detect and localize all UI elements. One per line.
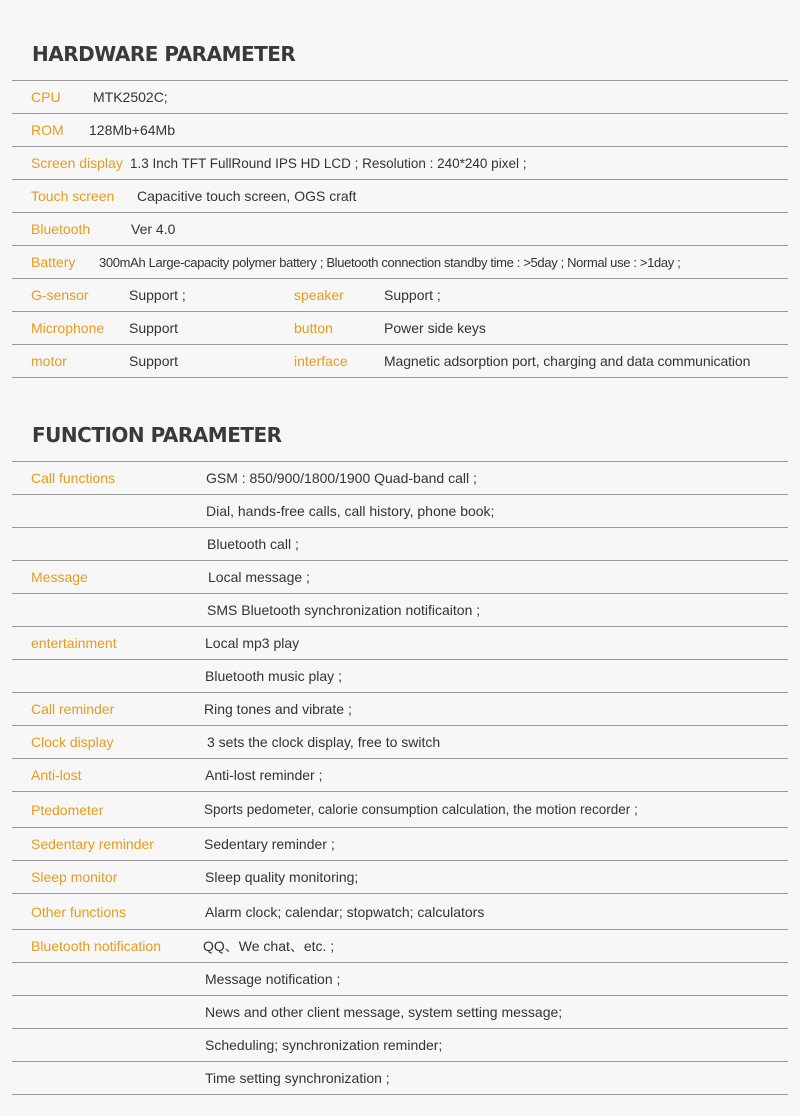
row-label: Screen display	[31, 155, 123, 171]
function-row	[12, 693, 788, 726]
hardware-row-cpu	[12, 80, 788, 114]
row-label: Sleep monitor	[31, 869, 118, 885]
row-label: Call reminder	[31, 701, 115, 717]
row-value-secondary: Support ;	[384, 287, 441, 303]
row-label: Call functions	[31, 470, 116, 486]
function-row	[12, 528, 788, 561]
row-label-secondary: speaker	[294, 287, 344, 303]
row-value-secondary: Power side keys	[384, 320, 486, 336]
hardware-title: HARDWARE PARAMETER	[32, 42, 296, 66]
row-value: Message notification ;	[205, 971, 341, 987]
row-label: Other functions	[31, 903, 126, 920]
row-value: Alarm clock; calendar; stopwatch; calculators	[205, 903, 485, 920]
hardware-row-touch-screen	[12, 180, 788, 213]
row-value: Ring tones and vibrate ;	[204, 701, 352, 717]
row-value: 300mAh Large-capacity polymer battery ; Bluetooth connection standby time : >5day ; Normal use : >1day ;	[99, 254, 681, 270]
row-label: Microphone	[31, 320, 105, 336]
row-label: CPU	[31, 89, 61, 105]
row-label: Ptedometer	[31, 801, 104, 818]
row-value: Local message ;	[208, 569, 310, 585]
function-row	[12, 861, 788, 894]
row-value-secondary: Magnetic adsorption port, charging and data communication	[384, 353, 751, 369]
row-value: Sports pedometer, calorie consumption calculation, the motion recorder ;	[204, 802, 638, 817]
function-row	[12, 1062, 788, 1095]
row-label: Anti-lost	[31, 767, 82, 783]
function-row	[12, 594, 788, 627]
hardware-table	[12, 80, 788, 378]
row-value: Bluetooth music play ;	[205, 668, 342, 684]
row-label: Battery	[31, 254, 76, 270]
row-value: QQ、We chat、etc. ;	[203, 938, 335, 954]
function-row	[12, 627, 788, 660]
row-label: Bluetooth notification	[31, 938, 161, 954]
row-label: entertainment	[31, 635, 117, 651]
row-value: Support	[129, 320, 179, 336]
row-label: Bluetooth	[31, 221, 91, 237]
function-row	[12, 996, 788, 1029]
row-value: Bluetooth call ;	[207, 536, 299, 552]
function-row	[12, 495, 788, 528]
row-value: 3 sets the clock display, free to switch	[207, 734, 441, 750]
function-row	[12, 561, 788, 594]
hardware-row-battery	[12, 246, 788, 279]
row-value: 128Mb+64Mb	[89, 122, 176, 138]
row-label: Touch screen	[31, 188, 115, 204]
row-label: ROM	[31, 122, 64, 138]
row-value: News and other client message, system setting message;	[205, 1004, 563, 1020]
row-label: Clock display	[31, 734, 114, 750]
hardware-row-motor	[12, 345, 788, 378]
row-value: SMS Bluetooth synchronization notificaiton ;	[207, 602, 481, 618]
hardware-row-rom	[12, 114, 788, 147]
row-value: MTK2502C;	[93, 89, 168, 105]
function-title: FUNCTION PARAMETER	[32, 423, 282, 447]
function-row	[12, 930, 788, 963]
function-row	[12, 894, 788, 930]
function-row	[12, 759, 788, 792]
row-value: Scheduling; synchronization reminder;	[205, 1037, 443, 1053]
row-value: Support ;	[129, 287, 186, 303]
hardware-row-microphone	[12, 312, 788, 345]
row-value: Local mp3 play	[205, 635, 300, 651]
function-row	[12, 1029, 788, 1062]
function-row	[12, 792, 788, 828]
function-row	[12, 726, 788, 759]
row-value: Sleep quality monitoring;	[205, 869, 359, 885]
hardware-row-bluetooth	[12, 213, 788, 246]
row-label: Sedentary reminder	[31, 836, 154, 852]
function-row	[12, 828, 788, 861]
row-label-secondary: button	[294, 320, 333, 336]
row-value: Sedentary reminder ;	[204, 836, 335, 852]
row-value: Time setting synchronization ;	[205, 1070, 390, 1086]
row-value: Ver 4.0	[131, 221, 176, 237]
row-label: motor	[31, 353, 67, 369]
hardware-row-screen-display	[12, 147, 788, 180]
row-label-secondary: interface	[294, 353, 348, 369]
function-row	[12, 461, 788, 495]
row-value: GSM : 850/900/1800/1900 Quad-band call ;	[206, 470, 477, 486]
function-row	[12, 660, 788, 693]
function-table	[12, 461, 788, 1095]
row-value: Dial, hands-free calls, call history, phone book;	[206, 503, 495, 519]
row-value: Capacitive touch screen, OGS craft	[137, 188, 357, 204]
row-value: 1.3 Inch TFT FullRound IPS HD LCD ; Resolution : 240*240 pixel ;	[130, 155, 527, 171]
row-label: G-sensor	[31, 287, 89, 303]
hardware-row-gsensor	[12, 279, 788, 312]
row-value: Support	[129, 353, 179, 369]
row-label: Message	[31, 569, 88, 585]
row-value: Anti-lost reminder ;	[205, 767, 323, 783]
function-row	[12, 963, 788, 996]
